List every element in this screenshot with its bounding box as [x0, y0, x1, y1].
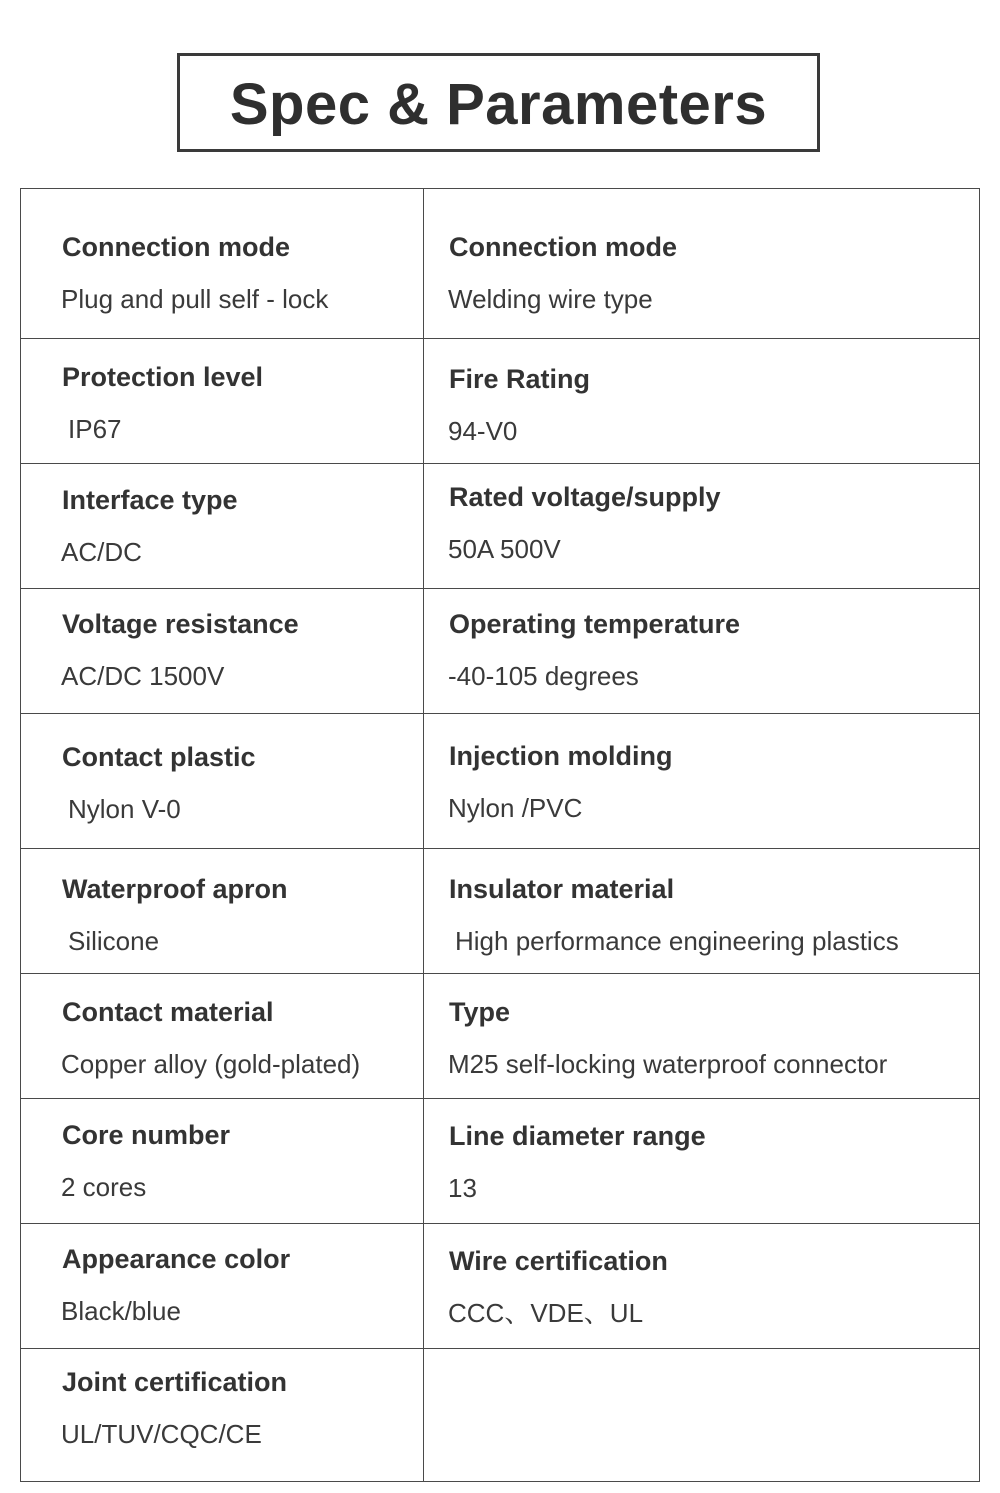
row-divider	[21, 588, 979, 589]
row-divider	[21, 338, 979, 339]
spec-label: Appearance color	[62, 1244, 291, 1274]
spec-label: Connection mode	[62, 232, 290, 262]
row-divider	[21, 713, 979, 714]
spec-value: Plug and pull self - lock	[61, 284, 329, 314]
spec-value: M25 self-locking waterproof connector	[448, 1049, 888, 1079]
spec-label: Operating temperature	[449, 609, 741, 639]
spec-value: Welding wire type	[448, 284, 653, 314]
spec-label: Fire Rating	[449, 364, 591, 394]
spec-value: 94-V0	[448, 416, 518, 446]
row-divider	[21, 848, 979, 849]
spec-label: Waterproof apron	[62, 874, 288, 904]
column-divider	[423, 189, 424, 1481]
row-divider	[21, 973, 979, 974]
page-title: Spec & Parameters	[229, 71, 768, 137]
spec-label: Connection mode	[449, 232, 677, 262]
spec-value: AC/DC 1500V	[61, 661, 225, 691]
spec-label: Interface type	[62, 485, 238, 515]
spec-label: Voltage resistance	[62, 609, 299, 639]
spec-label: Type	[449, 997, 511, 1027]
spec-value: UL/TUV/CQC/CE	[61, 1419, 262, 1449]
spec-label: Rated voltage/supply	[449, 482, 721, 512]
spec-label: Line diameter range	[449, 1121, 706, 1151]
spec-value: 13	[448, 1173, 477, 1203]
row-divider	[21, 463, 979, 464]
spec-value: IP67	[68, 414, 122, 444]
spec-value: -40-105 degrees	[448, 661, 639, 691]
spec-label: Core number	[62, 1120, 231, 1150]
spec-label: Wire certification	[449, 1246, 668, 1276]
spec-value: Silicone	[68, 926, 160, 956]
spec-value: High performance engineering plastics	[455, 926, 899, 956]
spec-value: Nylon V-0	[68, 794, 181, 824]
spec-value: CCC、VDE、UL	[448, 1298, 644, 1328]
spec-value: Black/blue	[61, 1296, 181, 1326]
spec-value: 2 cores	[61, 1172, 147, 1202]
spec-value: 50A 500V	[448, 534, 561, 564]
spec-value: Copper alloy (gold-plated)	[61, 1049, 361, 1079]
spec-label: Protection level	[62, 362, 264, 392]
spec-label: Contact material	[62, 997, 274, 1027]
row-divider	[21, 1348, 979, 1349]
spec-label: Joint certification	[62, 1367, 288, 1397]
row-divider	[21, 1098, 979, 1099]
spec-value: Nylon /PVC	[448, 793, 583, 823]
spec-label: Insulator material	[449, 874, 675, 904]
row-divider	[21, 1223, 979, 1224]
spec-table	[20, 188, 980, 1482]
title-box	[177, 53, 820, 152]
spec-value: AC/DC	[61, 537, 142, 567]
spec-label: Contact plastic	[62, 742, 256, 772]
spec-label: Injection molding	[449, 741, 673, 771]
